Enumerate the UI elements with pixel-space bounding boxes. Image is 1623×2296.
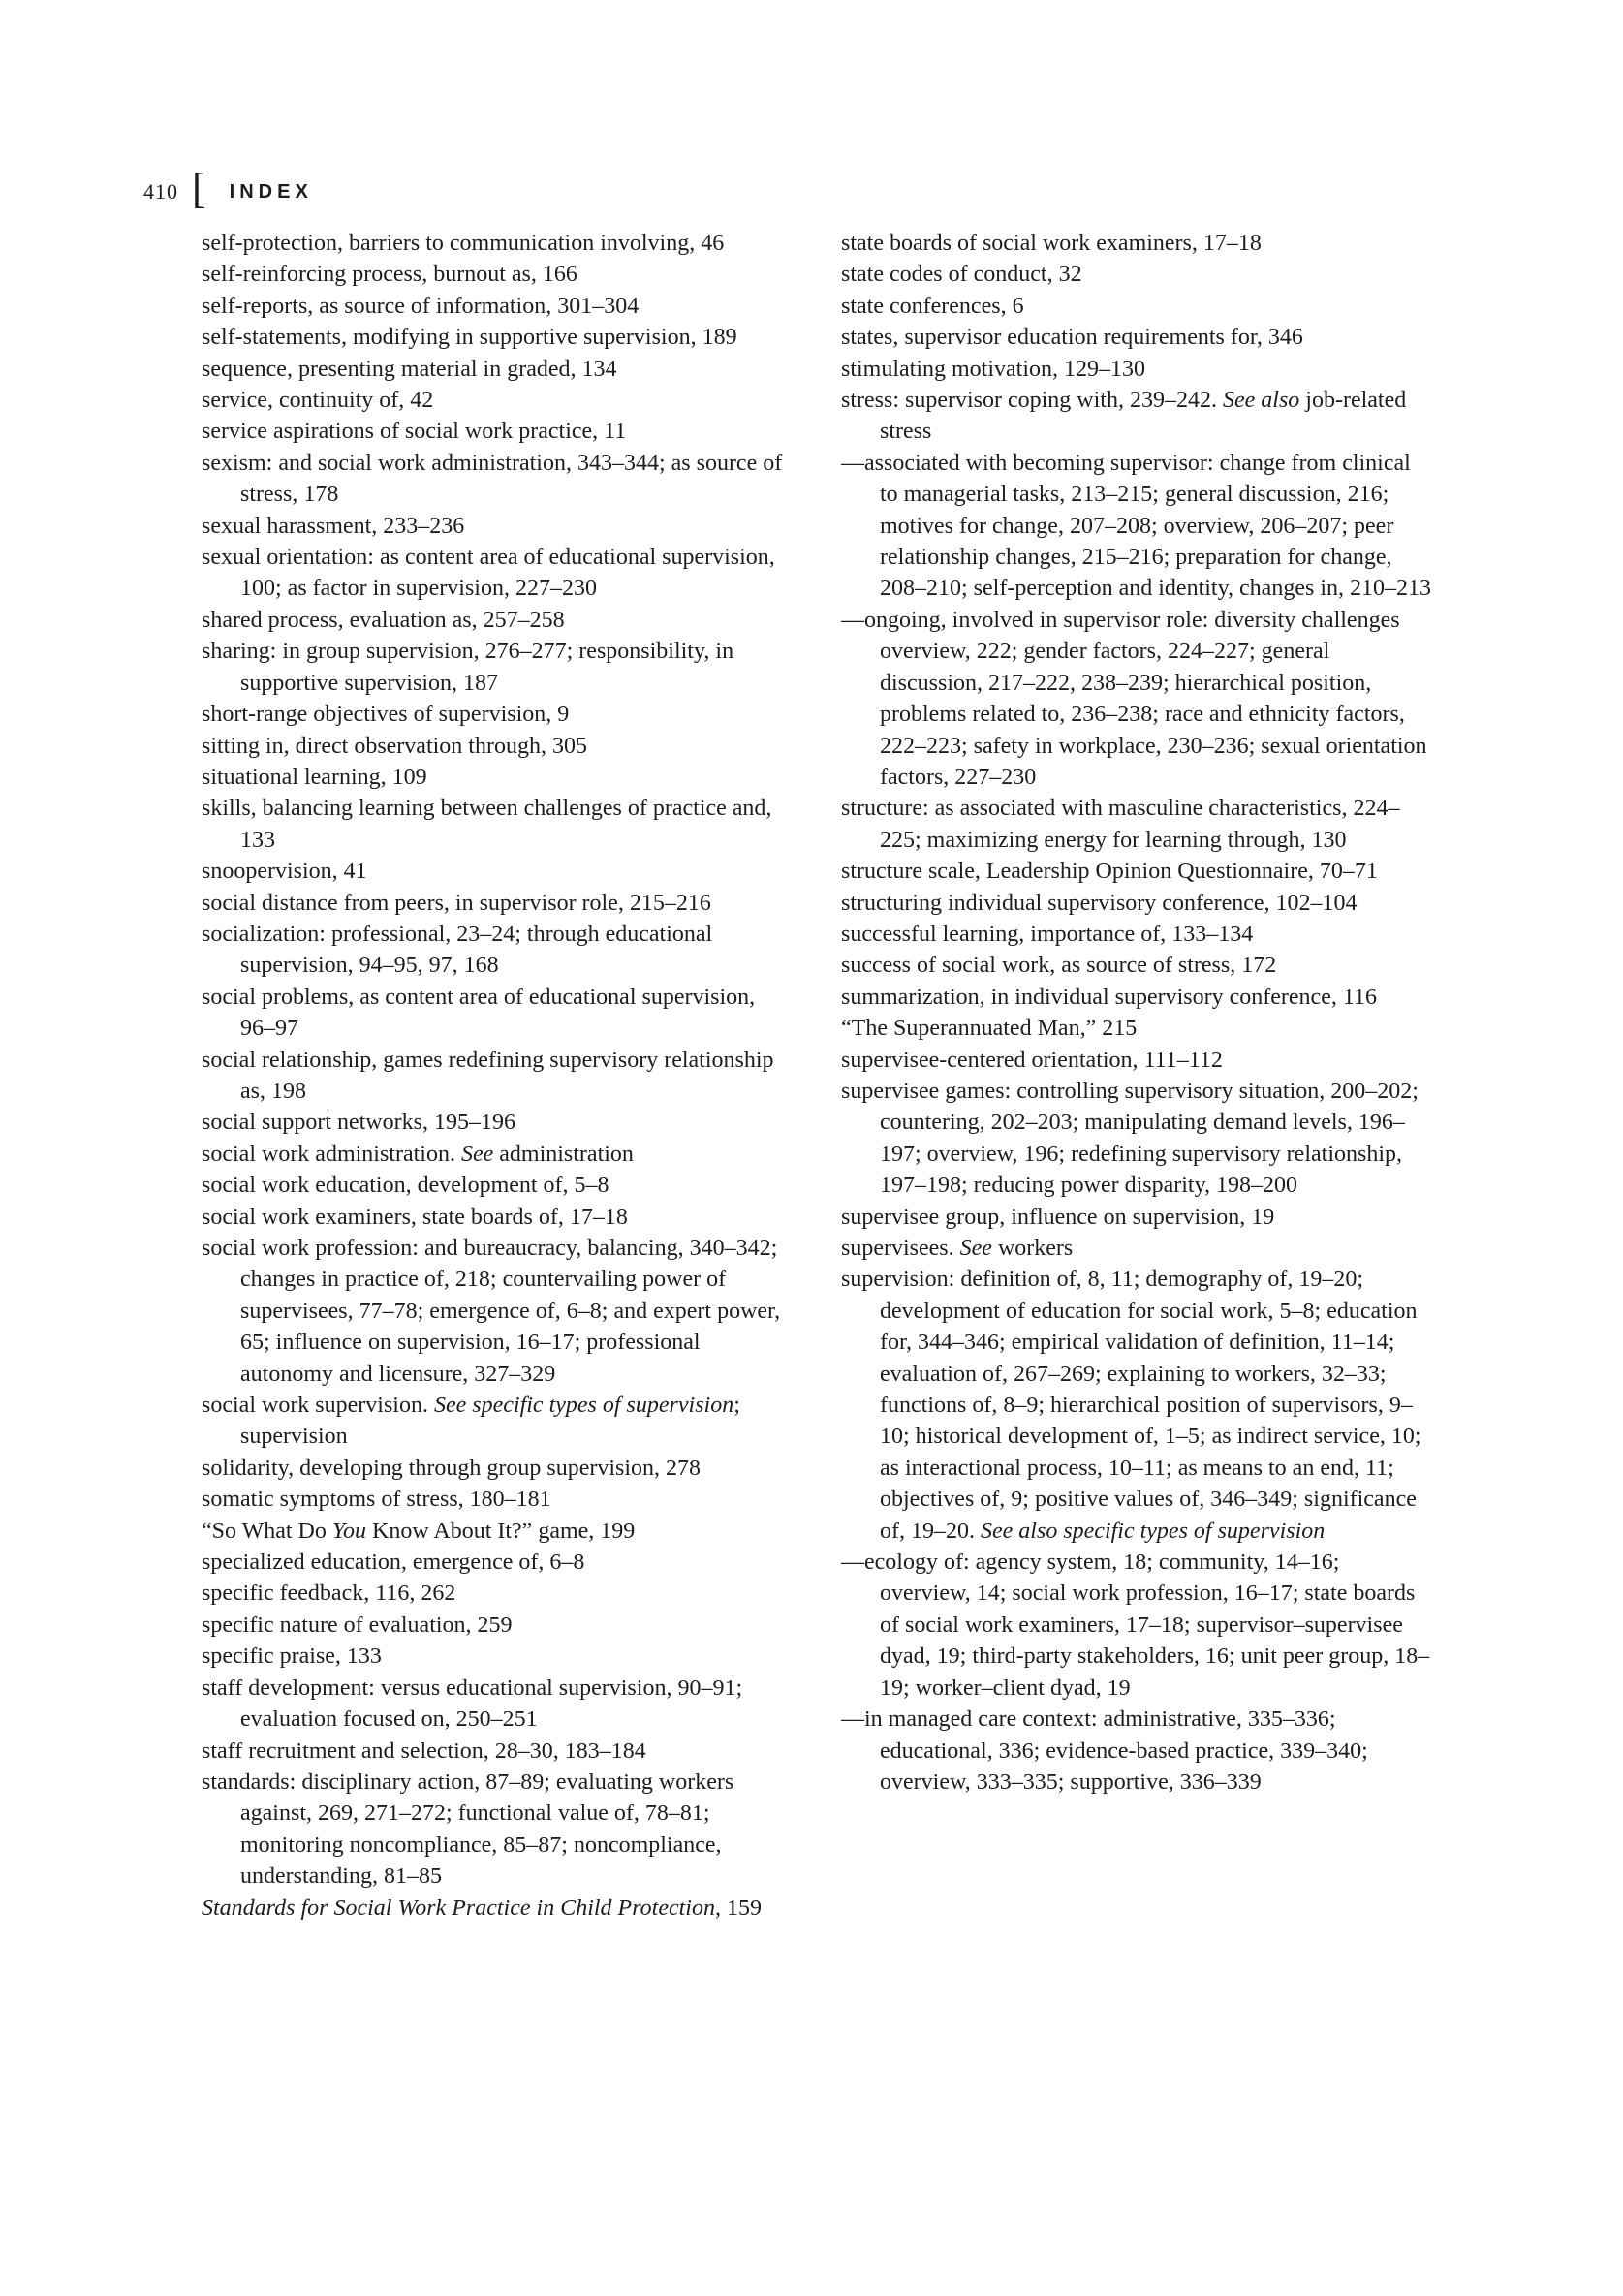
index-entry-text: workers <box>991 1236 1074 1261</box>
index-entry <box>202 1484 793 1515</box>
index-entry <box>202 1390 793 1453</box>
index-entry-text: sexual harassment, 233–236 <box>202 513 465 539</box>
index-entry-text: social work administration. <box>202 1141 461 1167</box>
index-entry <box>202 1170 793 1201</box>
index-entry-text: social work profession: and bureaucracy, balancing, 340–342; changes in practice of, 218; countervailing power of supervisees, 77–78; emergence of, 6–8; and expert power, 65; influence on supervision, 16–17; professional autonomy and licensure, 327–329 <box>202 1236 781 1387</box>
index-entry-text: social work examiners, state boards of, 17–18 <box>202 1204 628 1230</box>
index-entry-text: social support networks, 195–196 <box>202 1110 515 1136</box>
index-entry <box>202 1453 793 1484</box>
index-entry-text: job-related stress <box>880 388 1407 445</box>
index-entry <box>202 322 793 353</box>
index-entry-text: —ongoing, involved in supervisor role: diversity challenges overview, 222; gender factors, 224–227; general discussion, 217–222, 238–239; hierarchical position, problems related to, 236–238; race and ethnicity factors, 222–223; safety in workplace, 230–236; sexual orientation factors, 227–230 <box>841 607 1427 790</box>
page-number: 410 <box>143 179 178 204</box>
index-entry <box>841 228 1432 259</box>
index-entry-text: specialized education, emergence of, 6–8 <box>202 1550 585 1576</box>
index-entry-text: short-range objectives of supervision, 9 <box>202 702 570 728</box>
running-head: INDEX <box>229 180 313 203</box>
index-entry-text: sharing: in group supervision, 276–277; responsibility, in supportive supervision, 187 <box>202 639 734 696</box>
index-entry <box>202 699 793 730</box>
header-bracket: [ <box>192 165 206 212</box>
index-entry-text: structuring individual supervisory conference, 102–104 <box>841 890 1358 916</box>
index-entry <box>841 950 1432 981</box>
index-entry-text: stress: supervisor coping with, 239–242. <box>841 388 1223 414</box>
index-entry-text: specific praise, 133 <box>202 1644 382 1670</box>
index-entry-text: state boards of social work examiners, 17–18 <box>841 231 1262 256</box>
index-entry <box>202 1641 793 1672</box>
index-entry-text: administration <box>493 1141 634 1167</box>
index-entry <box>202 982 793 1045</box>
index-entry <box>202 919 793 982</box>
index-entry <box>202 1893 793 1924</box>
index-entry-text: specific feedback, 116, 262 <box>202 1581 456 1607</box>
index-entry-text: somatic symptoms of stress, 180–181 <box>202 1487 551 1513</box>
index-entry <box>841 919 1432 950</box>
index-entry <box>202 888 793 919</box>
index-entry <box>202 259 793 290</box>
page-header <box>143 165 313 212</box>
index-entry-text: —in managed care context: administrative, 335–336; educational, 336; evidence-based practice, 339–340; overview, 333–335; supportive, 336–339 <box>841 1707 1368 1795</box>
index-entry-text: service, continuity of, 42 <box>202 388 434 414</box>
index-entry-italic-text: You <box>331 1518 367 1544</box>
index-entry-text: service aspirations of social work practice, 11 <box>202 419 627 445</box>
index-entry-text: supervisee group, influence on supervision, 19 <box>841 1204 1275 1230</box>
index-entry <box>202 385 793 416</box>
index-entry <box>202 1547 793 1578</box>
index-entry-text: staff development: versus educational supervision, 90–91; evaluation focused on, 250–251 <box>202 1675 743 1733</box>
index-entry-text: skills, balancing learning between challenges of practice and, 133 <box>202 796 772 853</box>
index-entry <box>841 793 1432 856</box>
index-entry-italic-text: See specific types of supervision <box>433 1393 734 1419</box>
index-entry-text: ; supervision <box>240 1393 740 1450</box>
index-entry <box>202 511 793 542</box>
index-entry-text: “The Superannuated Man,” 215 <box>841 1016 1138 1042</box>
index-entry-text: summarization, in individual supervisory conference, 116 <box>841 984 1377 1010</box>
index-entry-text: supervisees. <box>841 1236 960 1261</box>
index-entry <box>841 1045 1432 1076</box>
index-entry <box>841 982 1432 1013</box>
index-entry <box>841 1202 1432 1233</box>
index-entry <box>202 542 793 605</box>
index-entry-text: self-protection, barriers to communication involving, 46 <box>202 231 725 256</box>
index-entry <box>202 1736 793 1767</box>
index-entry <box>202 793 793 856</box>
index-entry-italic-text: See <box>959 1236 992 1261</box>
index-entry-text: state codes of conduct, 32 <box>841 262 1082 288</box>
index-entry <box>841 259 1432 290</box>
index-entry <box>841 1547 1432 1704</box>
index-entry-text: supervision: definition of, 8, 11; demography of, 19–20; development of education for social work, 5–8; education for, 344–346; empirical validation of definition, 11–14; evaluation of, 267–269; explaining to workers, 32–33; functions of, 8–9; hierarchical position of supervisors, 9–10; historical development of, 1–5; as indirect service, 10; as interactional process, 10–11; as means to an end, 11; objectives of, 9; positive values of, 346–349; significance of, 19–20. <box>841 1267 1421 1544</box>
index-entry <box>841 888 1432 919</box>
index-entry <box>202 1516 793 1547</box>
index-entry <box>202 1610 793 1641</box>
index-entry-text: stimulating motivation, 129–130 <box>841 356 1145 382</box>
index-entry-text: structure scale, Leadership Opinion Questionnaire, 70–71 <box>841 859 1378 885</box>
index-entry-text: social problems, as content area of educational supervision, 96–97 <box>202 984 756 1042</box>
index-entry <box>841 385 1432 448</box>
index-entry <box>202 731 793 762</box>
index-entry-text: states, supervisor education requirements for, 346 <box>841 325 1303 351</box>
index-entry-text: state conferences, 6 <box>841 293 1024 319</box>
index-entry-text: staff recruitment and selection, 28–30, 183–184 <box>202 1738 646 1764</box>
index-entry-text: sitting in, direct observation through, 305 <box>202 733 587 759</box>
index-entry-italic-text: See also <box>1222 388 1300 414</box>
index-entry-text: shared process, evaluation as, 257–258 <box>202 607 565 633</box>
index-entry-text: —associated with becoming supervisor: change from clinical to managerial tasks, 213–215; general discussion, 216; motives for change, 207–208; overview, 206–207; peer relationship changes, 215–216; preparation for change, 208–210; self-perception and identity, changes in, 210–213 <box>841 450 1431 602</box>
index-entry <box>202 1578 793 1609</box>
index-entry <box>202 636 793 699</box>
index-entry <box>841 322 1432 353</box>
index-entry <box>841 856 1432 887</box>
index-entry-text: social work education, development of, 5–8 <box>202 1173 609 1199</box>
index-entry <box>202 762 793 793</box>
index-entry <box>202 1107 793 1138</box>
index-entry-text: structure: as associated with masculine characteristics, 224–225; maximizing energy for learning through, 130 <box>841 796 1400 853</box>
index-entry <box>202 856 793 887</box>
index-entry-text: social work supervision. <box>202 1393 434 1419</box>
index-entry-text: self-reinforcing process, burnout as, 166 <box>202 262 577 288</box>
index-entry-text: snoopervision, 41 <box>202 859 367 885</box>
index-entry <box>202 605 793 636</box>
index-entry <box>841 1013 1432 1044</box>
index-entry <box>202 1045 793 1108</box>
index-entry <box>202 1139 793 1170</box>
index-entry-text: —ecology of: agency system, 18; community, 14–16; overview, 14; social work profession, 16–17; state boards of social work examiners, 17–18; supervisor–supervisee dyad, 19; third-party stakeholders, 16; unit peer group, 18–19; worker–client dyad, 19 <box>841 1550 1430 1701</box>
index-entry <box>202 291 793 322</box>
index-entry-text: success of social work, as source of stress, 172 <box>841 953 1277 979</box>
index-entry-text: supervisee-centered orientation, 111–112 <box>841 1047 1223 1073</box>
index-entry-text: social relationship, games redefining supervisory relationship as, 198 <box>202 1047 774 1104</box>
index-entry-text: Know About It?” game, 199 <box>366 1518 636 1544</box>
index-entry-text: sequence, presenting material in graded, 134 <box>202 356 617 382</box>
index-entry <box>202 1767 793 1893</box>
index-entry-text: socialization: professional, 23–24; through educational supervision, 94–95, 97, 168 <box>202 921 713 979</box>
index-entry <box>202 416 793 447</box>
index-entry-italic-text: See also specific types of supervision <box>981 1518 1326 1544</box>
index-entry <box>202 228 793 259</box>
index-entry <box>202 354 793 385</box>
index-entry <box>841 354 1432 385</box>
index-entry-text: specific nature of evaluation, 259 <box>202 1612 513 1638</box>
index-entry-text: self-reports, as source of information, 301–304 <box>202 293 640 319</box>
index-entry <box>202 448 793 511</box>
index-entry <box>841 1076 1432 1202</box>
index-column-left <box>202 228 793 1924</box>
index-entry <box>202 1233 793 1390</box>
index-entry-text: social distance from peers, in supervisor role, 215–216 <box>202 890 711 916</box>
index-entry-italic-text: See <box>460 1141 494 1167</box>
index-entry <box>202 1673 793 1736</box>
index-entry-text: , 159 <box>714 1895 762 1921</box>
index-entry-italic-text: Standards for Social Work Practice in Child Protection <box>202 1895 715 1921</box>
index-entry-text: solidarity, developing through group supervision, 278 <box>202 1455 702 1481</box>
index-entry-text: successful learning, importance of, 133–134 <box>841 921 1254 947</box>
index-entry <box>202 1202 793 1233</box>
index-entry <box>841 1704 1432 1798</box>
index-entry-text: standards: disciplinary action, 87–89; evaluating workers against, 269, 271–272; functional value of, 78–81; monitoring noncompliance, 85–87; noncompliance, understanding, 81–85 <box>202 1769 734 1890</box>
index-entry <box>841 1264 1432 1547</box>
index-entry-text: sexism: and social work administration, 343–344; as source of stress, 178 <box>202 450 783 508</box>
index-entry-text: situational learning, 109 <box>202 764 427 790</box>
index-entry-text: self-statements, modifying in supportive supervision, 189 <box>202 325 737 351</box>
index-entry <box>841 1233 1432 1264</box>
index-entry-text: “So What Do <box>202 1518 332 1544</box>
index-column-right <box>841 228 1432 1798</box>
index-entry-text: sexual orientation: as content area of educational supervision, 100; as factor in supervision, 227–230 <box>202 545 775 602</box>
index-entry <box>841 605 1432 793</box>
index-entry <box>841 448 1432 605</box>
index-entry-text: supervisee games: controlling supervisory situation, 200–202; countering, 202–203; manipulating demand levels, 196–197; overview, 196; redefining supervisory relationship, 197–198; reducing power disparity, 198–200 <box>841 1078 1419 1199</box>
index-entry <box>841 291 1432 322</box>
